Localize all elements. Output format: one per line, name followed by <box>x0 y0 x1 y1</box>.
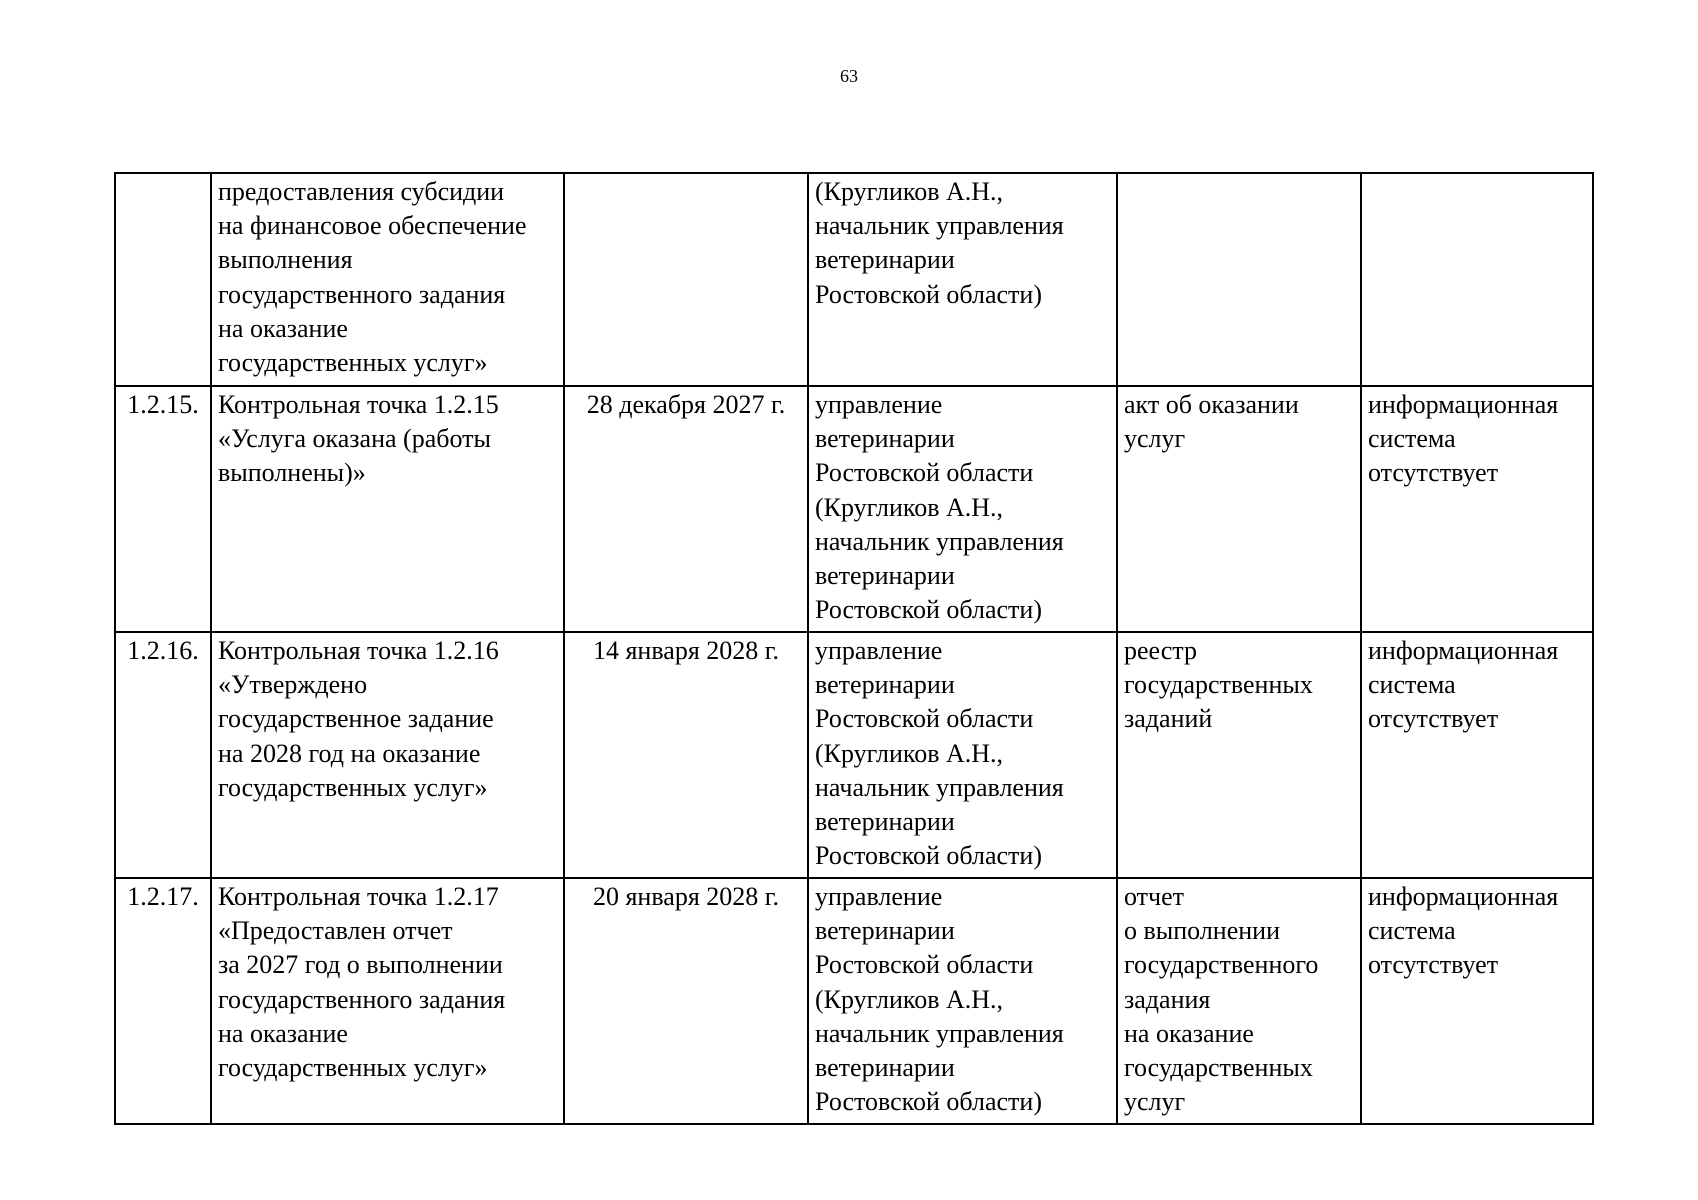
date-cell <box>564 173 808 386</box>
responsible-cell: управление ветеринарии Ростовской области (Кругликов А.Н., начальник управления ветеринарии Ростовской области) <box>808 386 1117 632</box>
responsible-cell: управление ветеринарии Ростовской области (Кругликов А.Н., начальник управления ветеринарии Ростовской области) <box>808 632 1117 878</box>
date-cell: 20 января 2028 г. <box>564 878 808 1124</box>
row-number-cell: 1.2.16. <box>115 632 211 878</box>
document-cell: реестр государственных заданий <box>1117 632 1361 878</box>
date-cell: 14 января 2028 г. <box>564 632 808 878</box>
row-number-cell: 1.2.15. <box>115 386 211 632</box>
table-row <box>115 173 1593 386</box>
responsible-cell: управление ветеринарии Ростовской области (Кругликов А.Н., начальник управления ветеринарии Ростовской области) <box>808 878 1117 1124</box>
page-number: 63 <box>840 66 858 86</box>
control-points-table <box>114 172 1594 1125</box>
event-name-cell: Контрольная точка 1.2.16 «Утверждено государственное задание на 2028 год на оказание государственных услуг» <box>211 632 564 878</box>
date-cell: 28 декабря 2027 г. <box>564 386 808 632</box>
event-name-cell: предоставления субсидии на финансовое обеспечение выполнения государственного задания на оказание государственных услуг» <box>211 173 564 386</box>
responsible-cell: (Кругликов А.Н., начальник управления ветеринарии Ростовской области) <box>808 173 1117 386</box>
info-system-cell: информационная система отсутствует <box>1361 632 1593 878</box>
info-system-cell: информационная система отсутствует <box>1361 878 1593 1124</box>
table-row <box>115 386 1593 632</box>
event-name-cell: Контрольная точка 1.2.15 «Услуга оказана (работы выполнены)» <box>211 386 564 632</box>
table-row <box>115 632 1593 878</box>
info-system-cell: информационная система отсутствует <box>1361 386 1593 632</box>
table-row <box>115 878 1593 1124</box>
document-cell: отчет о выполнении государственного задания на оказание государственных услуг <box>1117 878 1361 1124</box>
event-name-cell: Контрольная точка 1.2.17 «Предоставлен отчет за 2027 год о выполнении государственного задания на оказание государственных услуг» <box>211 878 564 1124</box>
row-number-cell: 1.2.17. <box>115 878 211 1124</box>
row-number-cell <box>115 173 211 386</box>
document-cell: акт об оказании услуг <box>1117 386 1361 632</box>
document-cell <box>1117 173 1361 386</box>
info-system-cell <box>1361 173 1593 386</box>
